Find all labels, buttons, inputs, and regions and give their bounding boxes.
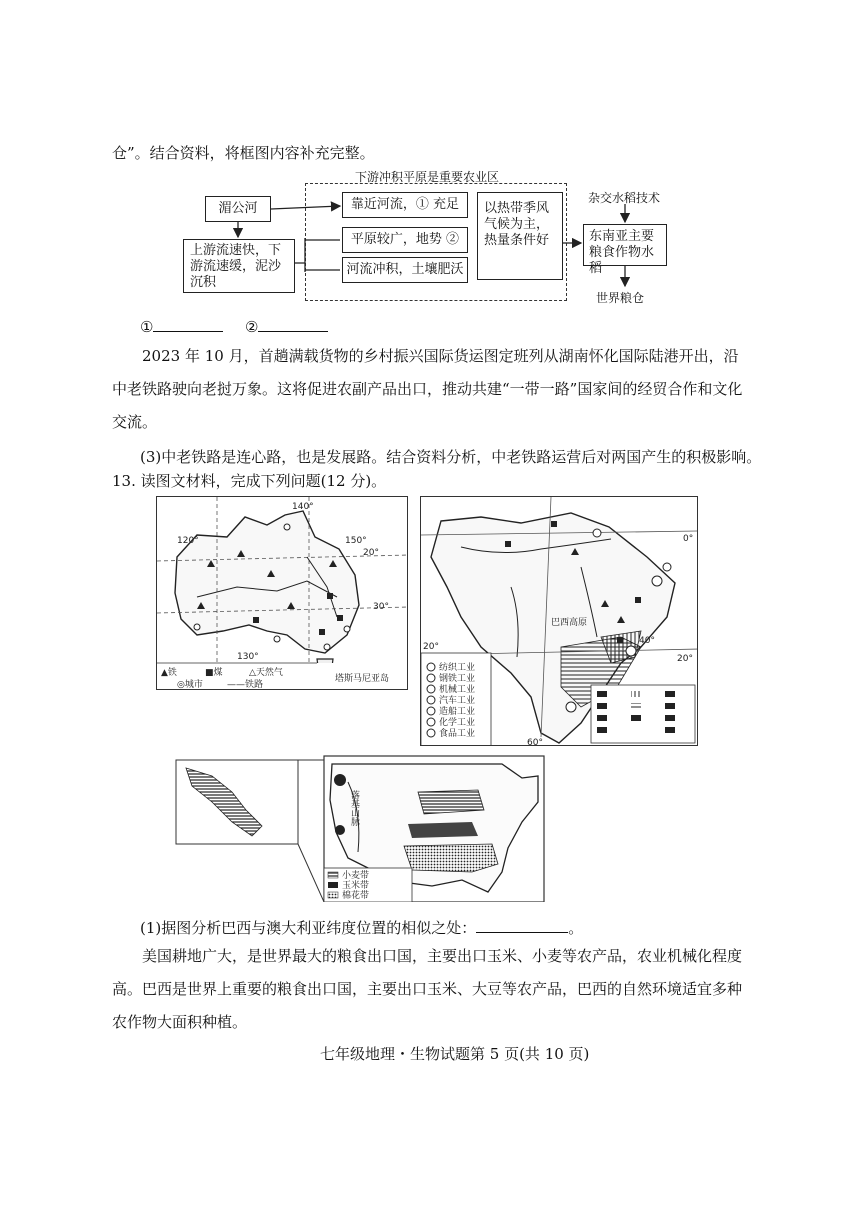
answer-label-1: ① <box>140 318 154 336</box>
au-legend-rail: ——铁路 <box>227 680 264 690</box>
au-lat20: 20° <box>363 548 379 558</box>
crop-box: 东南亚主要粮食作物水稻 <box>583 224 667 266</box>
question-1 <box>140 917 583 939</box>
au-island-label: 塔斯马尼亚岛 <box>335 674 390 684</box>
au-lat30: 30° <box>373 602 389 612</box>
br-legend-2: 机械工业 <box>439 685 476 695</box>
au-legend-gas: △天然气 <box>249 668 283 678</box>
br-lat20-left: 20° <box>423 642 439 652</box>
au-legend-coal: ■煤 <box>205 668 223 678</box>
soil-box: 河流冲积，土壤肥沃 <box>342 257 468 283</box>
au-legend-city: ◎城市 <box>177 680 203 690</box>
br-legend-5: 化学工业 <box>439 718 476 728</box>
instruction-line: 仓”。结合资料，将框图内容补充完整。 <box>112 144 375 162</box>
answer-label-2: ② <box>245 318 259 336</box>
au-legend-iron: ▲铁 <box>161 668 177 678</box>
answer-blank-2[interactable] <box>258 317 328 332</box>
answer-blank-1[interactable] <box>153 317 223 332</box>
br-equator: 0° <box>683 534 694 544</box>
flow-title: 下游冲积平原是重要农业区 <box>355 170 500 184</box>
br-legend-3: 汽车工业 <box>439 696 476 706</box>
river-features-box: 上游流速快，下游流速缓，泥沙沉积 <box>183 239 295 293</box>
br-legend-1: 钢铁工业 <box>439 674 476 684</box>
brazil-map <box>420 496 698 746</box>
granary-label: 世界粮仓 <box>596 291 645 305</box>
page-footer: 七年级地理・生物试题第 5 页(共 10 页) <box>320 1045 590 1063</box>
paragraph-railway: 2023 年 10 月，首趟满载货物的乡村振兴国际货运图定班列从湖南怀化国际陆港开出，沿中老铁路驶向老挝万象。这将促进农副产品出口，推动共建“一带一路”国家间的经贸合作和文化交流。 <box>112 347 743 431</box>
question-13: 13. 读图文材料，完成下列问题(12 分)。 <box>112 472 387 490</box>
br-legend-4: 造船工业 <box>439 707 476 717</box>
climate-box: 以热带季风气候为主，热量条件好 <box>477 192 563 280</box>
plain-box: 平原较广，地势 ② <box>342 227 468 253</box>
river-box: 湄公河 <box>205 196 271 222</box>
question-1-blank[interactable] <box>476 918 568 933</box>
br-plateau-label: 巴西高原 <box>551 618 588 628</box>
flow-arrows <box>0 0 860 320</box>
au-lon130: 130° <box>237 652 259 662</box>
answer-blanks <box>140 316 328 338</box>
us-legend-0: 小麦带 <box>342 871 370 881</box>
tech-label: 杂交水稻技术 <box>588 191 661 205</box>
br-legend-0: 纺织工业 <box>439 663 476 673</box>
question-1-text: (1)据图分析巴西与澳大利亚纬度位置的相似之处： <box>140 919 477 937</box>
au-lon120: 120° <box>177 536 199 546</box>
br-lat20-right: 20° <box>677 654 693 664</box>
usa-map <box>172 752 546 902</box>
au-lon140: 140° <box>292 502 314 512</box>
question-3: (3)中老铁路是连心路，也是发展路。结合资料分析，中老铁路运营后对两国产生的积极影响。 <box>140 448 762 466</box>
br-lat40: 40° <box>639 636 655 646</box>
au-lon150: 150° <box>345 536 367 546</box>
question-1-end: 。 <box>568 919 584 937</box>
us-rockies-label: 落基山脉 <box>349 790 359 826</box>
us-legend-2: 棉花带 <box>342 891 370 901</box>
us-legend-1: 玉米带 <box>342 881 370 891</box>
br-legend-6: 食品工业 <box>439 729 476 739</box>
australia-map <box>156 496 408 690</box>
br-lon60: 60° <box>527 738 543 747</box>
near-river-box: 靠近河流，① 充足 <box>342 192 468 218</box>
paragraph-usa-brazil: 美国耕地广大，是世界最大的粮食出口国，主要出口玉米、小麦等农产品，农业机械化程度高。巴西是世界上重要的粮食出口国，主要出口玉米、大豆等农产品，巴西的自然环境适宜多种农作物大面积种植。 <box>112 947 743 1031</box>
